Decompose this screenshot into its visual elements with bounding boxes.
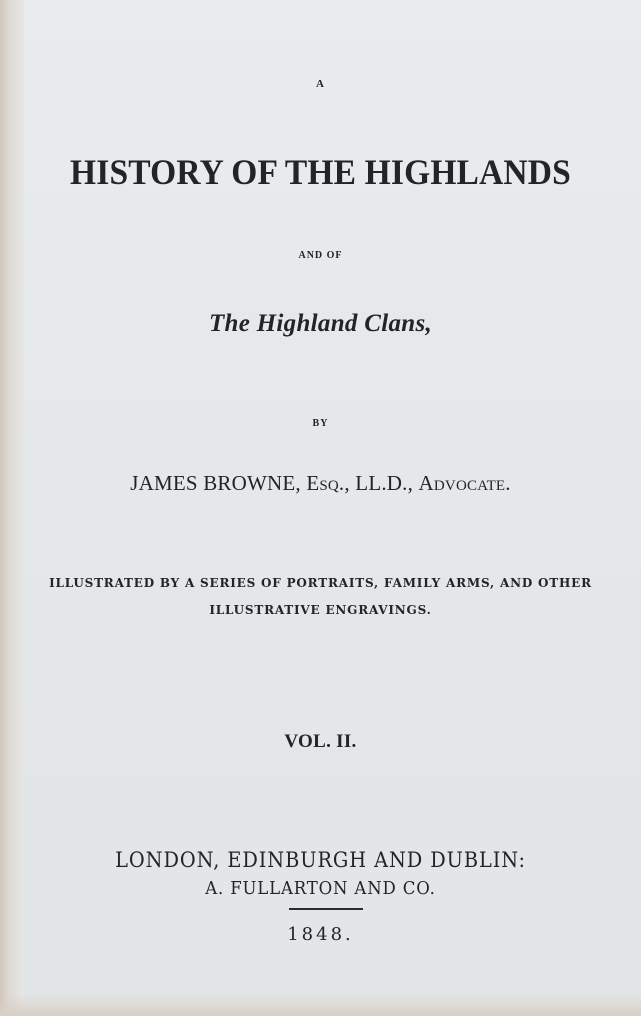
- volume-label: VOL. II.: [284, 731, 357, 752]
- title-article: A: [316, 78, 325, 90]
- main-title: HISTORY OF THE HIGHLANDS: [70, 152, 571, 192]
- page-bottom-edge: [0, 994, 641, 1016]
- publisher-cities: LONDON, EDINBURGH AND DUBLIN:: [115, 848, 526, 872]
- author-line: [0, 471, 641, 496]
- publication-year: 1848.: [287, 924, 354, 945]
- author-esq: Esq.,: [306, 471, 350, 495]
- author-degree: LL.D.,: [355, 471, 414, 495]
- publisher-name: A. FULLARTON AND CO.: [205, 878, 436, 899]
- divider-rule: [289, 908, 363, 910]
- illustrated-line-2: ILLUSTRATIVE ENGRAVINGS.: [209, 603, 432, 617]
- author-profession: Advocate.: [418, 471, 511, 495]
- subtitle-blackletter: The Highland Clans,: [208, 310, 433, 337]
- illustrated-line-1: ILLUSTRATED BY A SERIES OF PORTRAITS, FAMILY ARMS, AND OTHER: [49, 576, 592, 590]
- by-text: BY: [312, 418, 329, 429]
- and-of-text: AND OF: [298, 250, 343, 261]
- page-binding-edge: [0, 0, 24, 1016]
- author-name: JAMES BROWNE,: [130, 471, 301, 495]
